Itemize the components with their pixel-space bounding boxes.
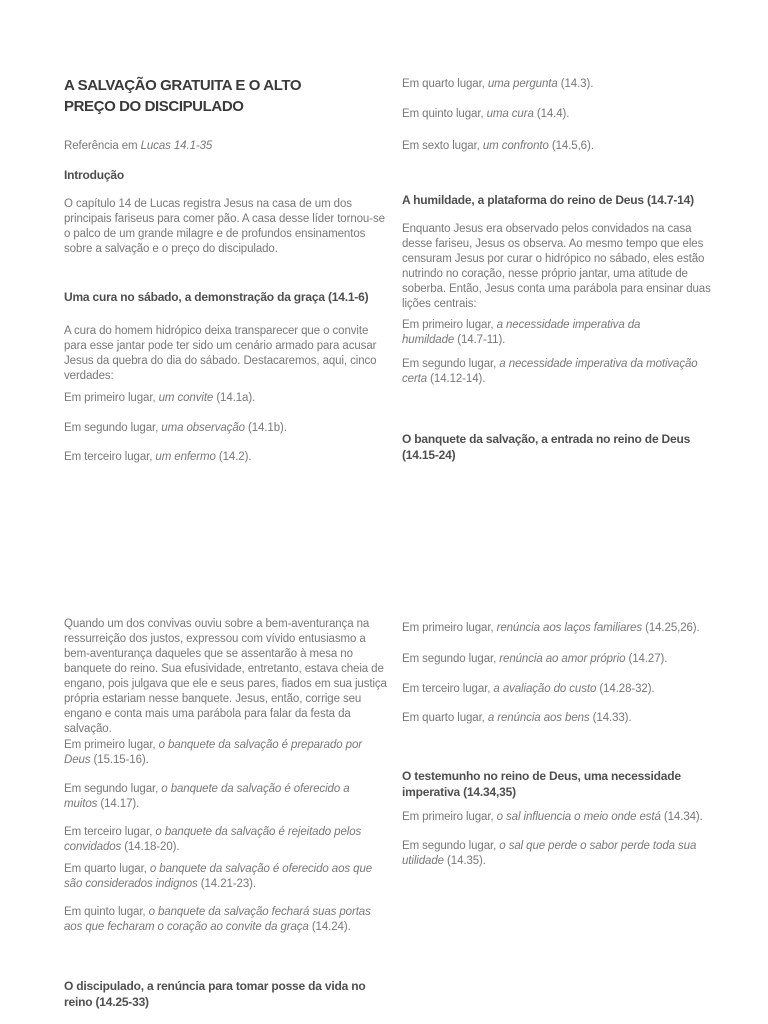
list-item-banquete-oferecido — [64, 782, 378, 812]
item-emphasis: um enfermo — [155, 451, 216, 463]
section-heading-banquete — [402, 431, 708, 463]
item-suffix: (14.24). — [308, 921, 351, 933]
intro-heading: Introdução — [64, 168, 124, 182]
item-prefix: Em primeiro lugar, — [64, 392, 159, 404]
item-suffix: (14.28-32). — [596, 683, 655, 695]
list-item-renuncia-bens — [402, 711, 708, 726]
heading-line-2: imperativa (14.34,35) — [402, 785, 516, 799]
section-heading-discipulado — [64, 978, 384, 1010]
item-emphasis: o banquete da salvação fechará suas portas aos que fecharam o coração ao convite da graça — [64, 906, 371, 933]
list-item-sal-influencia — [402, 810, 708, 825]
item-suffix: (14.5,6). — [548, 140, 594, 152]
item-suffix: (14.7-11). — [454, 334, 506, 346]
item-prefix: Em primeiro lugar, — [402, 319, 497, 331]
item-suffix: (14.1b). — [244, 422, 287, 434]
item-suffix: (14.1a). — [213, 392, 256, 404]
item-prefix: Em quinto lugar, — [402, 108, 487, 120]
item-prefix: Em primeiro lugar, — [402, 811, 497, 823]
item-emphasis: um confronto — [482, 140, 549, 152]
item-emphasis: a necessidade imperativa da humildade — [402, 319, 641, 346]
item-emphasis: uma observação — [161, 422, 245, 434]
document-title — [64, 75, 384, 117]
item-emphasis: renúncia aos laços familiares — [496, 622, 643, 634]
item-prefix: Em terceiro lugar, — [402, 683, 494, 695]
section-heading-cura-sabado: Uma cura no sábado, a demonstração da graça (14.1-6) — [64, 290, 369, 304]
item-prefix: Em quarto lugar, — [402, 712, 488, 724]
list-item-banquete-portas — [64, 905, 386, 935]
item-prefix: Em segundo lugar, — [402, 358, 500, 370]
item-prefix: Em terceiro lugar, — [64, 826, 156, 838]
list-item-confronto — [402, 139, 708, 154]
paragraph-banquete: Quando um dos convivas ouviu sobre a bem-aventurança na ressurreição dos justos, expressou com vívido entusiasmo a bem-aventurança daqueles que se assentarão à mesa no banquete do reino. Sua efusividade, entretanto, estava cheia de engano, pois julgava que ele e seus pares, fiados em sua justiça própria estariam nesse banquete. Jesus, então, corrige seu engano e conta mais uma parábola para falar da festa da salvação. — [64, 618, 387, 735]
list-item-observacao — [64, 421, 384, 436]
list-item-cura — [402, 107, 708, 122]
document-title-line-1: A SALVAÇÃO GRATUITA E O ALTO — [64, 77, 302, 94]
item-suffix: (14.18-20). — [121, 841, 180, 853]
heading-line-2: (14.15-24) — [402, 448, 456, 462]
item-prefix: Em quarto lugar, — [64, 863, 150, 875]
list-item-sal-sabor — [402, 839, 712, 869]
reference-line — [64, 139, 384, 154]
item-prefix: Em segundo lugar, — [64, 422, 162, 434]
list-item-convite — [64, 391, 384, 406]
list-item-renuncia-lacos — [402, 621, 708, 636]
item-prefix: Em primeiro lugar, — [402, 622, 497, 634]
section-heading-testemunho — [402, 768, 708, 800]
item-prefix: Em segundo lugar, — [64, 783, 162, 795]
item-emphasis: o banquete da salvação é preparado por Deus — [64, 739, 362, 766]
item-prefix: Em quinto lugar, — [64, 906, 149, 918]
item-suffix: (14.4). — [533, 108, 570, 120]
item-suffix: (14.35). — [443, 855, 486, 867]
item-prefix: Em terceiro lugar, — [64, 451, 156, 463]
item-emphasis: o banquete da salvação é oferecido aos que são considerados indignos — [64, 863, 373, 890]
item-suffix: (14.33). — [589, 712, 632, 724]
paragraph-humildade: Enquanto Jesus era observado pelos convidados na casa desse fariseu, Jesus os observa. Ao mesmo tempo que eles censuram Jesus por curar o hidrópico no sábado, eles estão nutrindo no coração, nesse próprio jantar, uma atitude de soberba. Então, Jesus conta uma parábola para ensinar duas lições centrais: — [402, 223, 711, 310]
document-title-line-2: PREÇO DO DISCIPULADO — [64, 98, 244, 115]
item-suffix: (15.15-16). — [90, 754, 149, 766]
item-prefix: Em segundo lugar, — [402, 840, 500, 852]
item-emphasis: uma pergunta — [487, 78, 558, 90]
intro-paragraph: O capítulo 14 de Lucas registra Jesus na casa de um dos principais fariseus para comer pão. A casa desse líder tornou-se o palco de um grande milagre e de profundos ensinamentos sobre a salvação e o preço do discipulado. — [64, 198, 385, 255]
item-suffix: (14.34). — [660, 811, 703, 823]
reference-scripture: Lucas 14.1-35 — [140, 140, 213, 152]
list-item-renuncia-amor-proprio — [402, 652, 708, 667]
heading-line-2: reino (14.25-33) — [64, 995, 149, 1009]
list-item-humildade-imperativa — [402, 318, 664, 348]
item-prefix: Em primeiro lugar, — [64, 739, 159, 751]
item-emphasis: renúncia ao amor próprio — [499, 653, 626, 665]
item-emphasis: o banquete da salvação é rejeitado pelos convidados — [64, 826, 362, 853]
item-suffix: (14.3). — [557, 78, 594, 90]
reference-prefix: Referência em — [64, 140, 141, 152]
heading-line-1: O discipulado, a renúncia para tomar posse da vida no — [64, 979, 366, 993]
item-emphasis: a necessidade imperativa da motivação certa — [402, 358, 698, 385]
item-suffix: (14.17). — [97, 798, 140, 810]
list-item-banquete-rejeitado — [64, 825, 386, 855]
item-prefix: Em segundo lugar, — [402, 653, 500, 665]
item-emphasis: a renúncia aos bens — [487, 712, 590, 724]
item-emphasis: o sal influencia o meio onde está — [496, 811, 661, 823]
list-item-banquete-indignos — [64, 862, 386, 892]
item-suffix: (14.25,26). — [642, 622, 700, 634]
section-heading-humildade: A humildade, a plataforma do reino de Deus (14.7-14) — [402, 193, 694, 207]
item-suffix: (14.21-23). — [197, 878, 256, 890]
heading-line-1: O banquete da salvação, a entrada no reino de Deus — [402, 432, 691, 446]
item-emphasis: a avaliação do custo — [493, 683, 597, 695]
item-emphasis: o banquete da salvação é oferecido a muitos — [64, 783, 350, 810]
heading-line-1: O testemunho no reino de Deus, uma necessidade — [402, 769, 681, 783]
item-prefix: Em quarto lugar, — [402, 78, 488, 90]
item-suffix: (14.27). — [625, 653, 668, 665]
list-item-enfermo — [64, 450, 384, 465]
item-emphasis: o sal que perde o sabor perde toda sua utilidade — [402, 840, 697, 867]
list-item-motivacao-certa — [402, 357, 712, 387]
list-item-pergunta — [402, 77, 708, 92]
item-suffix: (14.2). — [215, 451, 252, 463]
paragraph-cura-sabado: A cura do homem hidrópico deixa transparecer que o convite para esse jantar pode ter sido um cenário armado para acusar Jesus da quebra do dia do sábado. Destacaremos, aqui, cinco verdades: — [64, 325, 377, 382]
item-emphasis: uma cura — [486, 108, 534, 120]
item-prefix: Em sexto lugar, — [402, 140, 483, 152]
item-suffix: (14.12-14). — [427, 373, 486, 385]
list-item-banquete-preparado — [64, 738, 386, 768]
item-emphasis: um convite — [158, 392, 214, 404]
list-item-avaliacao-custo — [402, 682, 708, 697]
